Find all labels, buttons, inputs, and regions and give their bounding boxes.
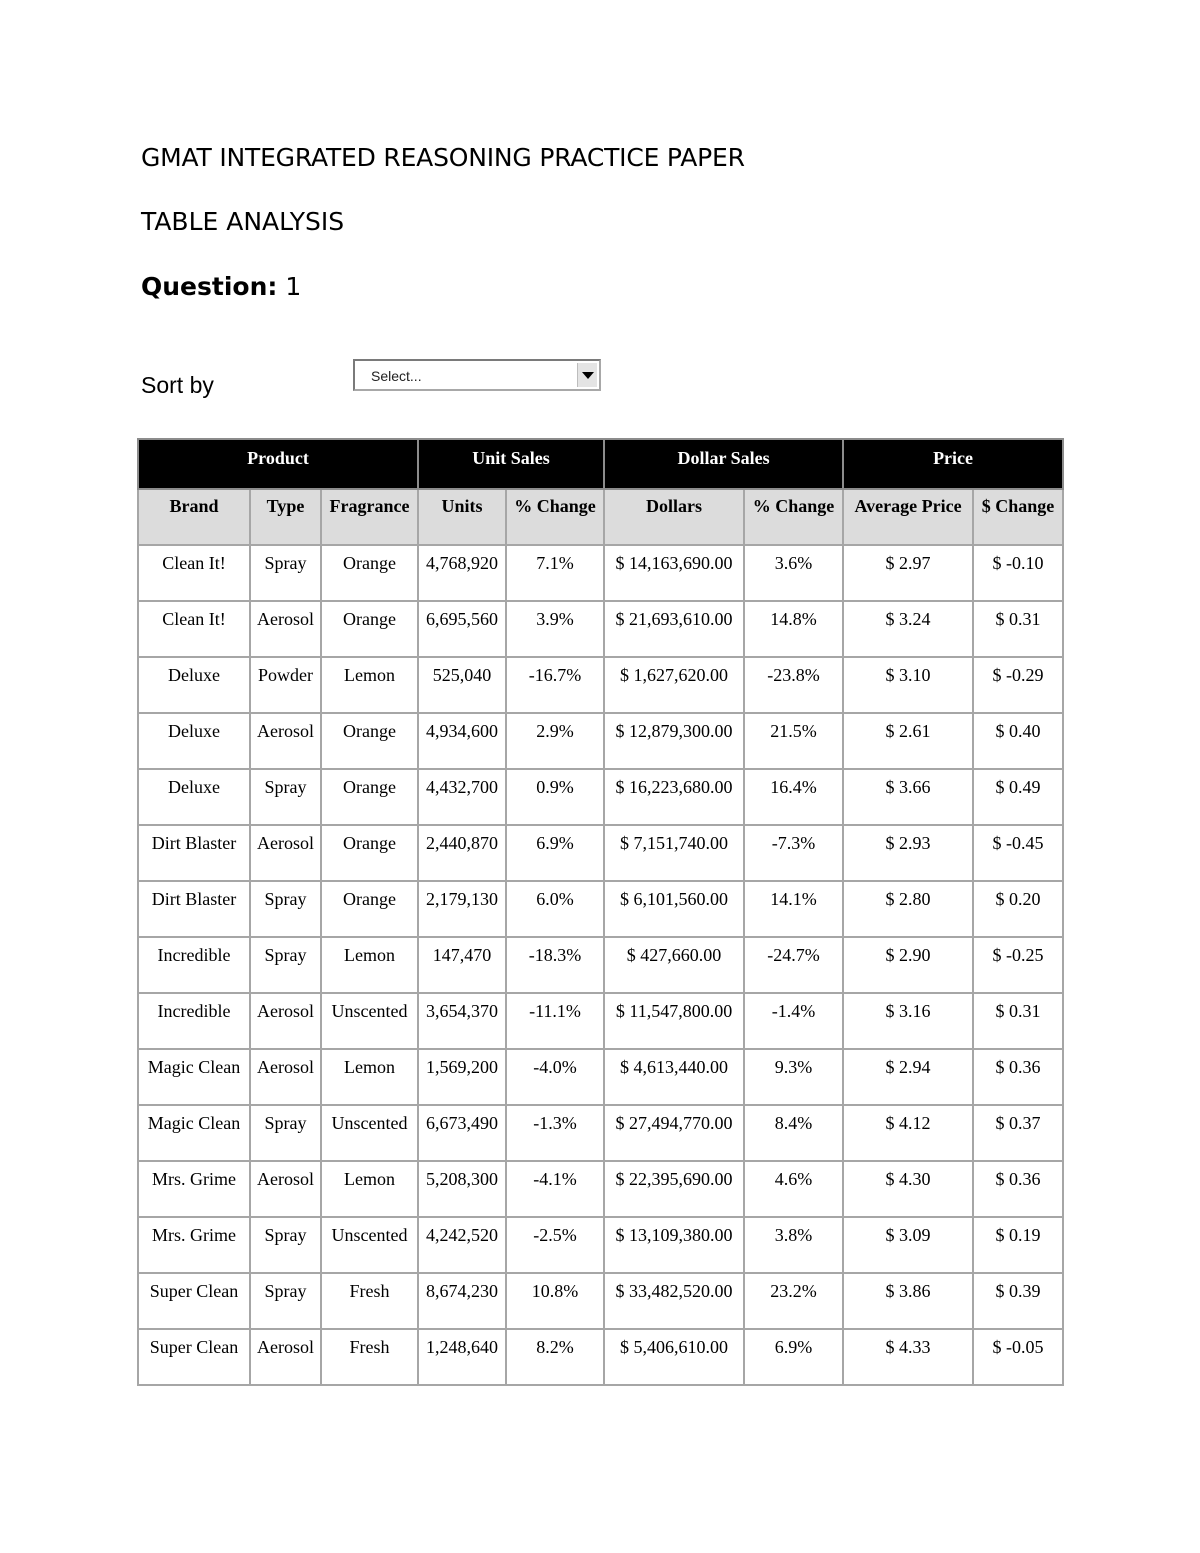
cell-units-change: 0.9% (506, 769, 604, 825)
cell-units: 525,040 (418, 657, 506, 713)
cell-average-price: $ 3.09 (843, 1217, 973, 1273)
column-header-fragrance[interactable]: Fragrance (321, 489, 418, 545)
cell-dollars: $ 4,613,440.00 (604, 1049, 744, 1105)
cell-type: Spray (250, 881, 321, 937)
cell-price-change: $ 0.31 (973, 601, 1063, 657)
cell-type: Spray (250, 769, 321, 825)
group-header-price: Price (843, 439, 1063, 489)
table-row (138, 769, 1063, 825)
table-row (138, 657, 1063, 713)
cell-fragrance: Unscented (321, 993, 418, 1049)
cell-dollars-change: -24.7% (744, 937, 843, 993)
cell-brand: Clean It! (138, 545, 250, 601)
cell-dollars-change: 8.4% (744, 1105, 843, 1161)
cell-brand: Super Clean (138, 1273, 250, 1329)
question-label: Question: (141, 272, 278, 301)
cell-units-change: 7.1% (506, 545, 604, 601)
cell-units: 4,432,700 (418, 769, 506, 825)
cell-average-price: $ 3.16 (843, 993, 973, 1049)
cell-dollars-change: 9.3% (744, 1049, 843, 1105)
cell-average-price: $ 3.24 (843, 601, 973, 657)
cell-fragrance: Unscented (321, 1217, 418, 1273)
column-header-type[interactable]: Type (250, 489, 321, 545)
cell-dollars: $ 33,482,520.00 (604, 1273, 744, 1329)
cell-brand: Deluxe (138, 769, 250, 825)
question-number: 1 (285, 272, 302, 301)
cell-units-change: -4.1% (506, 1161, 604, 1217)
cell-units: 4,242,520 (418, 1217, 506, 1273)
cell-brand: Incredible (138, 993, 250, 1049)
cell-brand: Dirt Blaster (138, 881, 250, 937)
cell-type: Spray (250, 1105, 321, 1161)
cell-units: 147,470 (418, 937, 506, 993)
cell-average-price: $ 3.10 (843, 657, 973, 713)
cell-average-price: $ 4.33 (843, 1329, 973, 1385)
cell-fragrance: Fresh (321, 1329, 418, 1385)
table-row (138, 993, 1063, 1049)
cell-price-change: $ 0.40 (973, 713, 1063, 769)
sort-by-selected-value: Select... (371, 368, 422, 384)
cell-type: Aerosol (250, 825, 321, 881)
sort-by-select[interactable] (353, 359, 601, 391)
table-row (138, 1217, 1063, 1273)
table-row (138, 545, 1063, 601)
table-row (138, 1273, 1063, 1329)
sales-table (137, 438, 1064, 1386)
cell-units: 3,654,370 (418, 993, 506, 1049)
cell-dollars: $ 13,109,380.00 (604, 1217, 744, 1273)
cell-type: Aerosol (250, 601, 321, 657)
cell-fragrance: Orange (321, 769, 418, 825)
cell-dollars: $ 11,547,800.00 (604, 993, 744, 1049)
cell-brand: Deluxe (138, 657, 250, 713)
cell-brand: Mrs. Grime (138, 1161, 250, 1217)
cell-units: 8,674,230 (418, 1273, 506, 1329)
table-row (138, 1161, 1063, 1217)
cell-fragrance: Lemon (321, 1161, 418, 1217)
cell-type: Aerosol (250, 1161, 321, 1217)
cell-dollars: $ 16,223,680.00 (604, 769, 744, 825)
cell-type: Spray (250, 937, 321, 993)
cell-units-change: -16.7% (506, 657, 604, 713)
sort-by-label: Sort by (141, 372, 214, 398)
cell-brand: Magic Clean (138, 1049, 250, 1105)
table-row (138, 1329, 1063, 1385)
cell-price-change: $ -0.25 (973, 937, 1063, 993)
cell-average-price: $ 3.66 (843, 769, 973, 825)
cell-type: Aerosol (250, 993, 321, 1049)
cell-price-change: $ 0.36 (973, 1161, 1063, 1217)
cell-units-change: -18.3% (506, 937, 604, 993)
cell-type: Spray (250, 1273, 321, 1329)
group-header-unit-sales: Unit Sales (418, 439, 604, 489)
cell-brand: Magic Clean (138, 1105, 250, 1161)
cell-fragrance: Lemon (321, 657, 418, 713)
cell-type: Aerosol (250, 713, 321, 769)
cell-brand: Dirt Blaster (138, 825, 250, 881)
cell-dollars: $ 6,101,560.00 (604, 881, 744, 937)
cell-price-change: $ 0.20 (973, 881, 1063, 937)
cell-fragrance: Orange (321, 881, 418, 937)
table-row (138, 825, 1063, 881)
cell-average-price: $ 2.94 (843, 1049, 973, 1105)
cell-dollars-change: 3.8% (744, 1217, 843, 1273)
column-header-average-price[interactable]: Average Price (843, 489, 973, 545)
cell-units: 1,248,640 (418, 1329, 506, 1385)
cell-fragrance: Orange (321, 713, 418, 769)
cell-dollars-change: -7.3% (744, 825, 843, 881)
cell-units: 2,440,870 (418, 825, 506, 881)
cell-fragrance: Unscented (321, 1105, 418, 1161)
cell-dollars-change: -1.4% (744, 993, 843, 1049)
cell-fragrance: Fresh (321, 1273, 418, 1329)
cell-price-change: $ -0.05 (973, 1329, 1063, 1385)
table-row (138, 881, 1063, 937)
column-header-price-change[interactable]: $ Change (973, 489, 1063, 545)
cell-price-change: $ 0.39 (973, 1273, 1063, 1329)
cell-fragrance: Orange (321, 601, 418, 657)
cell-type: Powder (250, 657, 321, 713)
cell-price-change: $ 0.36 (973, 1049, 1063, 1105)
cell-dollars-change: 23.2% (744, 1273, 843, 1329)
cell-units: 4,934,600 (418, 713, 506, 769)
cell-units: 6,695,560 (418, 601, 506, 657)
cell-dollars-change: 16.4% (744, 769, 843, 825)
cell-fragrance: Lemon (321, 1049, 418, 1105)
cell-units-change: -4.0% (506, 1049, 604, 1105)
cell-price-change: $ -0.10 (973, 545, 1063, 601)
cell-price-change: $ 0.19 (973, 1217, 1063, 1273)
cell-dollars: $ 27,494,770.00 (604, 1105, 744, 1161)
cell-average-price: $ 2.97 (843, 545, 973, 601)
cell-dollars-change: 14.1% (744, 881, 843, 937)
cell-dollars: $ 5,406,610.00 (604, 1329, 744, 1385)
cell-dollars: $ 12,879,300.00 (604, 713, 744, 769)
cell-dollars-change: 21.5% (744, 713, 843, 769)
cell-fragrance: Orange (321, 825, 418, 881)
cell-fragrance: Orange (321, 545, 418, 601)
cell-dollars-change: 6.9% (744, 1329, 843, 1385)
cell-dollars: $ 22,395,690.00 (604, 1161, 744, 1217)
table-row (138, 601, 1063, 657)
cell-units: 5,208,300 (418, 1161, 506, 1217)
page-title: GMAT INTEGRATED REASONING PRACTICE PAPER (141, 143, 745, 172)
cell-type: Aerosol (250, 1329, 321, 1385)
table-column-header-row (138, 489, 1063, 545)
column-header-brand[interactable]: Brand (138, 489, 250, 545)
cell-units-change: -1.3% (506, 1105, 604, 1161)
cell-units-change: 10.8% (506, 1273, 604, 1329)
table-group-header-row (138, 439, 1063, 489)
cell-price-change: $ -0.45 (973, 825, 1063, 881)
table-row (138, 1049, 1063, 1105)
question-heading (141, 272, 301, 301)
cell-units-change: 8.2% (506, 1329, 604, 1385)
cell-brand: Deluxe (138, 713, 250, 769)
group-header-dollar-sales: Dollar Sales (604, 439, 843, 489)
cell-dollars: $ 21,693,610.00 (604, 601, 744, 657)
cell-units-change: 6.0% (506, 881, 604, 937)
cell-dollars: $ 7,151,740.00 (604, 825, 744, 881)
cell-units-change: -11.1% (506, 993, 604, 1049)
cell-dollars: $ 14,163,690.00 (604, 545, 744, 601)
column-header-units-change[interactable]: % Change (506, 489, 604, 545)
table-row (138, 713, 1063, 769)
cell-units-change: -2.5% (506, 1217, 604, 1273)
table-row (138, 1105, 1063, 1161)
section-title: TABLE ANALYSIS (141, 207, 345, 236)
cell-average-price: $ 2.93 (843, 825, 973, 881)
group-header-product: Product (138, 439, 418, 489)
cell-brand: Incredible (138, 937, 250, 993)
cell-units: 2,179,130 (418, 881, 506, 937)
cell-price-change: $ 0.31 (973, 993, 1063, 1049)
cell-units: 1,569,200 (418, 1049, 506, 1105)
cell-average-price: $ 4.12 (843, 1105, 973, 1161)
cell-average-price: $ 2.80 (843, 881, 973, 937)
cell-brand: Mrs. Grime (138, 1217, 250, 1273)
cell-dollars: $ 1,627,620.00 (604, 657, 744, 713)
cell-type: Spray (250, 545, 321, 601)
cell-price-change: $ -0.29 (973, 657, 1063, 713)
cell-units: 4,768,920 (418, 545, 506, 601)
cell-dollars-change: 3.6% (744, 545, 843, 601)
cell-dollars-change: 14.8% (744, 601, 843, 657)
table-row (138, 937, 1063, 993)
cell-brand: Super Clean (138, 1329, 250, 1385)
cell-type: Aerosol (250, 1049, 321, 1105)
dropdown-arrow-icon[interactable] (577, 363, 597, 387)
cell-average-price: $ 2.61 (843, 713, 973, 769)
cell-brand: Clean It! (138, 601, 250, 657)
cell-price-change: $ 0.37 (973, 1105, 1063, 1161)
cell-average-price: $ 3.86 (843, 1273, 973, 1329)
column-header-units[interactable]: Units (418, 489, 506, 545)
cell-average-price: $ 2.90 (843, 937, 973, 993)
column-header-dollars-change[interactable]: % Change (744, 489, 843, 545)
cell-type: Spray (250, 1217, 321, 1273)
cell-units: 6,673,490 (418, 1105, 506, 1161)
cell-units-change: 2.9% (506, 713, 604, 769)
cell-average-price: $ 4.30 (843, 1161, 973, 1217)
cell-dollars: $ 427,660.00 (604, 937, 744, 993)
table-body (138, 545, 1063, 1385)
cell-dollars-change: -23.8% (744, 657, 843, 713)
cell-dollars-change: 4.6% (744, 1161, 843, 1217)
column-header-dollars[interactable]: Dollars (604, 489, 744, 545)
cell-fragrance: Lemon (321, 937, 418, 993)
cell-price-change: $ 0.49 (973, 769, 1063, 825)
cell-units-change: 6.9% (506, 825, 604, 881)
cell-units-change: 3.9% (506, 601, 604, 657)
